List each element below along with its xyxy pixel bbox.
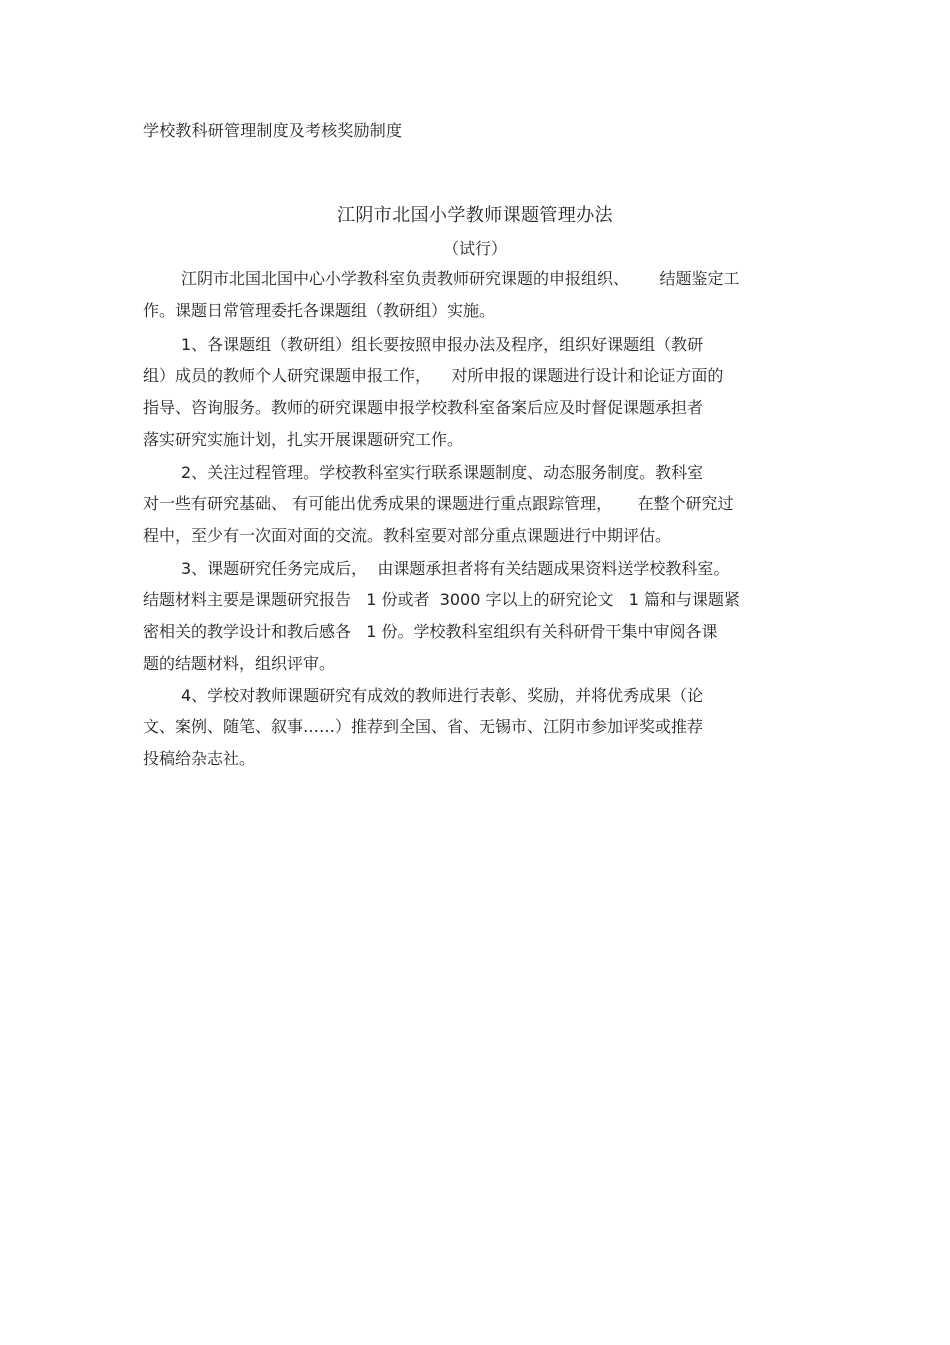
paragraph-line: 程中，至少有一次面对面的交流。教科室要对部分重点课题进行中期评估。 — [143, 526, 672, 545]
paragraph-line: 江阴市北国北国中心小学教科室负责教师研究课题的申报组织、 结题鉴定工 — [181, 269, 740, 288]
paragraph-line: 对一些有研究基础、 有可能出优秀成果的课题进行重点跟踪管理， 在整个研究过 — [143, 494, 734, 513]
document-subtitle: （试行） — [442, 239, 507, 258]
paragraph-line: 作。课题日常管理委托各课题组（教研组）实施。 — [143, 301, 496, 320]
paragraph-line: 密相关的教学设计和教后感各 1 份。学校教科室组织有关科研骨干集中审阅各课 — [143, 622, 718, 641]
paragraph-line: 2、关注过程管理。学校教科室实行联系课题制度、动态服务制度。教科室 — [181, 463, 704, 482]
paragraph-line: 题的结题材料，组织评审。 — [143, 654, 336, 673]
paragraph-line: 组）成员的教师个人研究课题申报工作， 对所申报的课题进行设计和论证方面的 — [143, 366, 724, 385]
paragraph-line: 3、课题研究任务完成后， 由课题承担者将有关结题成果资料送学校教科室。 — [181, 559, 730, 578]
paragraph-line: 4、学校对教师课题研究有成效的教师进行表彰、奖励，并将优秀成果（论 — [181, 686, 704, 705]
paragraph-line: 文、案例、随笔、叙事……）推荐到全国、省、无锡市、江阴市参加评奖或推荐 — [143, 717, 704, 736]
paragraph-line: 1、各课题组（教研组）组长要按照申报办法及程序，组织好课题组（教研 — [181, 335, 704, 354]
document-title: 江阴市北国小学教师课题管理办法 — [337, 205, 613, 226]
paragraph-line: 落实研究实施计划，扎实开展课题研究工作。 — [143, 430, 464, 449]
paragraph-line: 结题材料主要是课题研究报告 1 份或者 3000 字以上的研究论文 1 篇和与课题紧 — [143, 590, 741, 609]
document-header-title: 学校教科研管理制度及考核奖励制度 — [143, 121, 403, 140]
paragraph-line: 投稿给杂志社。 — [143, 749, 256, 768]
paragraph-line: 指导、咨询服务。教师的研究课题申报学校教科室备案后应及时督促课题承担者 — [143, 398, 704, 417]
